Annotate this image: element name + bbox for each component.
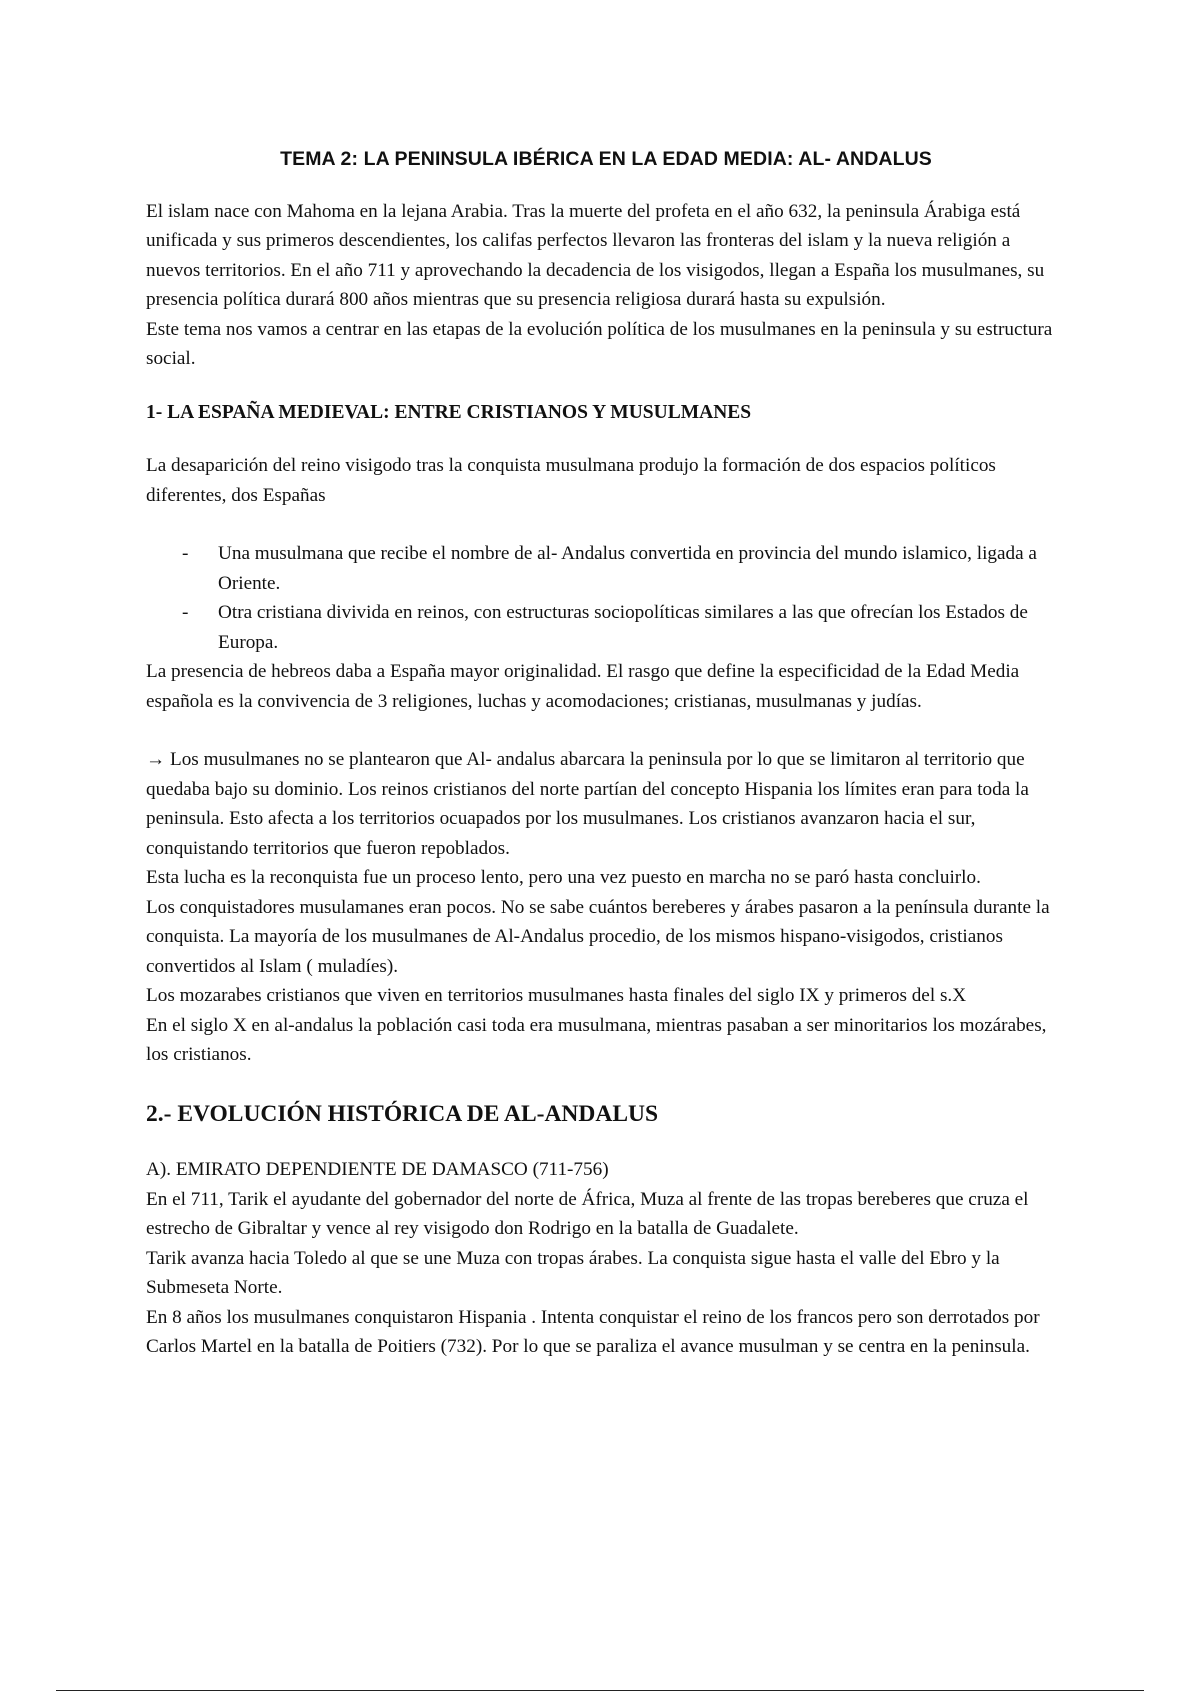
list-item-text: Una musulmana que recibe el nombre de al- Andalus convertida en provincia del mundo islamico, ligada a Oriente. <box>218 543 1037 594</box>
dash-bullet: - <box>182 543 189 564</box>
subsection-a-heading: A). EMIRATO DEPENDIENTE DE DAMASCO (711-756) <box>146 1159 609 1180</box>
bullet-list <box>146 539 1066 657</box>
list-item <box>146 539 1066 598</box>
list-item-text: Otra cristiana divivida en reinos, con estructuras sociopolíticas similares a las que ofrecían los Estados de Europa. <box>218 602 1028 653</box>
page-title: TEMA 2: LA PENINSULA IBÉRICA EN LA EDAD MEDIA: AL- ANDALUS <box>280 148 932 170</box>
section-2-heading: 2.- EVOLUCIÓN HISTÓRICA DE AL-ANDALUS <box>146 1100 659 1127</box>
section-1-paragraph: → Los musulmanes no se plantearon que Al- andalus abarcara la peninsula por lo que se limitaron al territorio que quedaba bajo su dominio. Los reinos cristianos del norte partían del concepto Hispania los límites eran para toda la peninsula. Esto afecta a los territorios ocuapados por los musulmanes. Los cristianos avanzaron hacia el sur, conquistando territorios que fueron repoblados. <box>146 749 1029 859</box>
section-1-paragraph: Los conquistadores musulamanes eran pocos. No se sabe cuántos bereberes y árabes pasaron a la península durante la conquista. La mayoría de los musulmanes de Al-Andalus procedio, de los mismos hispano-visigodos, cristianos convertidos al Islam ( muladíes). <box>146 896 1050 977</box>
section-1-heading: 1- LA ESPAÑA MEDIEVAL: ENTRE CRISTIANOS Y MUSULMANES <box>146 401 752 423</box>
list-item <box>146 598 1066 657</box>
intro-paragraph: Este tema nos vamos a centrar en las etapas de la evolución política de los musulmanes en la peninsula y su estructura social. <box>146 318 1053 369</box>
section-1-paragraph: Esta lucha es la reconquista fue un proceso lento, pero una vez puesto en marcha no se paró hasta concluirlo. <box>146 867 981 888</box>
section-2-paragraph: Tarik avanza hacia Toledo al que se une Muza con tropas árabes. La conquista sigue hasta el valle del Ebro y la Submeseta Norte. <box>146 1247 1000 1298</box>
paragraph-spacer <box>146 716 1066 745</box>
dash-bullet: - <box>182 602 189 623</box>
intro-paragraph: El islam nace con Mahoma en la lejana Arabia. Tras la muerte del profeta en el año 632, la peninsula Árabiga está unificada y sus primeros descendientes, los califas perfectos llevaron las fronteras del islam y la nueva religión a nuevos territorios. En el año 711 y aprovechando la decadencia de los visigodos, llegan a España los musulmanes, su presencia política durará 800 años mientras que su presencia religiosa durará hasta su expulsión. <box>146 200 1045 310</box>
section-1-paragraph: La presencia de hebreos daba a España mayor originalidad. El rasgo que define la especificidad de la Edad Media española es la convivencia de 3 religiones, luchas y acomodaciones; cristianas, musulmanas y judías. <box>146 661 1020 712</box>
section-1-paragraph: La desaparición del reino visigodo tras la conquista musulmana produjo la formación de dos espacios políticos diferentes, dos Españas <box>146 455 996 506</box>
section-1-paragraph: Los mozarabes cristianos que viven en territorios musulmanes hasta finales del siglo IX y primeros del s.X <box>146 985 967 1006</box>
page-bottom-divider <box>56 1690 1144 1691</box>
section-2-paragraph: En 8 años los musulmanes conquistaron Hispania . Intenta conquistar el reino de los francos pero son derrotados por Carlos Martel en la batalla de Poitiers (732). Por lo que se paraliza el avance musulman y se centra en la peninsula. <box>146 1306 1040 1357</box>
section-2-paragraph: En el 711, Tarik el ayudante del gobernador del norte de África, Muza al frente de las tropas bereberes que cruza el estrecho de Gibraltar y vence al rey visigodo don Rodrigo en la batalla de Guadalete. <box>146 1188 1029 1239</box>
document-body <box>146 145 1066 1362</box>
section-1-paragraph: En el siglo X en al-andalus la población casi toda era musulmana, mientras pasaban a ser minoritarios los mozárabes, los cristianos. <box>146 1014 1047 1065</box>
